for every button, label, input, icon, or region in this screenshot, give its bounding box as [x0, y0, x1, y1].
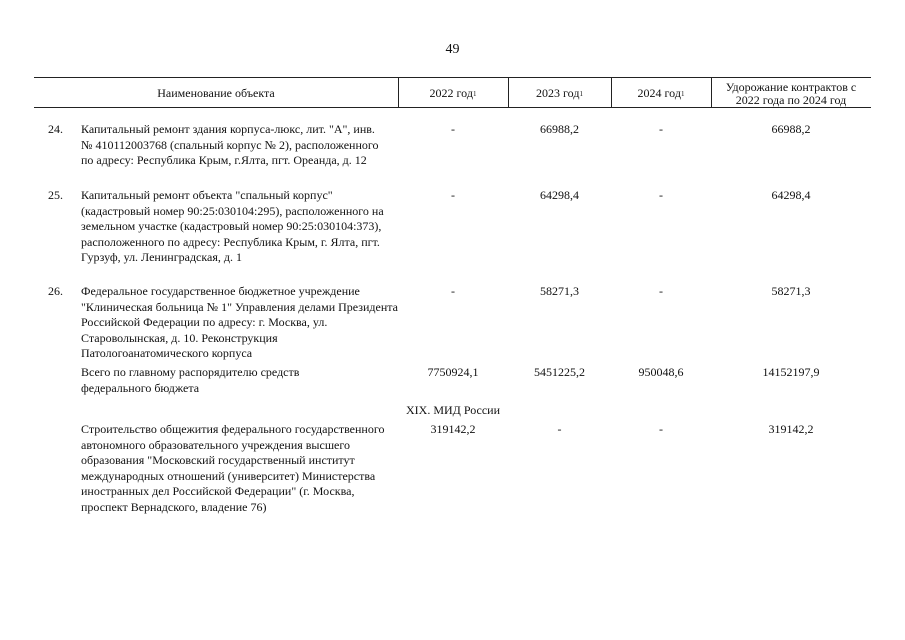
row-2024: -	[659, 122, 663, 136]
header-2024: 2024 год 1	[637, 86, 685, 100]
page-number: 49	[445, 42, 460, 57]
table-header-rule	[34, 107, 871, 108]
row-2024: -	[659, 284, 663, 298]
row-2023: 64298,4	[540, 188, 579, 202]
row-increase: 64298,4	[771, 188, 811, 202]
row-name: Капитальный ремонт здания корпуса-люкс, лит. "А", инв. № 410112003768 (спальный корпус № 2), расположенного по адресу: Республика Крым, г.Ялта, пгт. Ореанда, д. 12	[81, 122, 379, 167]
row-number: 25.	[48, 188, 63, 202]
row-2024: -	[659, 188, 663, 202]
row-increase: 58271,3	[771, 284, 811, 298]
row-name: Капитальный ремонт объекта "спальный корпус" (кадастровый номер 90:25:030104:295), расположенного на земельном участке (кадастровый номер 90:25:030104:373), расположенного по адресу: Республика Крым, г. Ялта, пгт. Гурзуф, ул. Ленинградская, д. 1	[81, 188, 384, 264]
row-2023: 58271,3	[540, 284, 579, 298]
header-name: Наименование объекта	[157, 86, 275, 100]
row-name: Строительство общежития федерального государственного автономного образовательного учреждения высшего образования "Московский государственный институт международных отношений (университет) Министерства иностранных дел Российской Федерации" (г. Москва, проспект Вернадского, владение 76)	[81, 422, 385, 514]
header-2022: 2022 год 1	[429, 86, 477, 100]
row-2023: -	[557, 422, 562, 436]
total-2024: 950048,6	[638, 365, 684, 379]
header-increase: Удорожание контрактов с 2022 года по 2024 год	[725, 79, 857, 107]
total-2023: 5451225,2	[534, 365, 585, 379]
row-2023: 66988,2	[540, 122, 579, 136]
row-name: Федеральное государственное бюджетное учреждение "Клиническая больница № 1" Управления делами Президента Российской Федерации по адресу: г. Москва, ул. Староволынская, д. 10. Реконструкция Патологоанатомического корпуса	[81, 284, 398, 360]
row-increase: 319142,2	[768, 422, 814, 436]
total-increase: 14152197,9	[762, 365, 820, 379]
table-header	[34, 80, 871, 107]
total-name: Всего по главному распорядителю средств федерального бюджета	[81, 365, 300, 395]
row-2022: -	[451, 122, 455, 136]
table-top-rule	[34, 77, 871, 78]
row-number: 24.	[48, 122, 63, 136]
row-2022: 319142,2	[430, 422, 476, 436]
total-2022: 7750924,1	[427, 365, 479, 379]
section-title: XIX. МИД России	[405, 403, 501, 417]
row-2022: -	[451, 284, 455, 298]
row-2022: -	[451, 188, 455, 202]
row-increase: 66988,2	[771, 122, 811, 136]
header-2023: 2023 год 1	[536, 86, 583, 100]
row-2024: -	[659, 422, 663, 436]
row-number: 26.	[48, 284, 63, 298]
